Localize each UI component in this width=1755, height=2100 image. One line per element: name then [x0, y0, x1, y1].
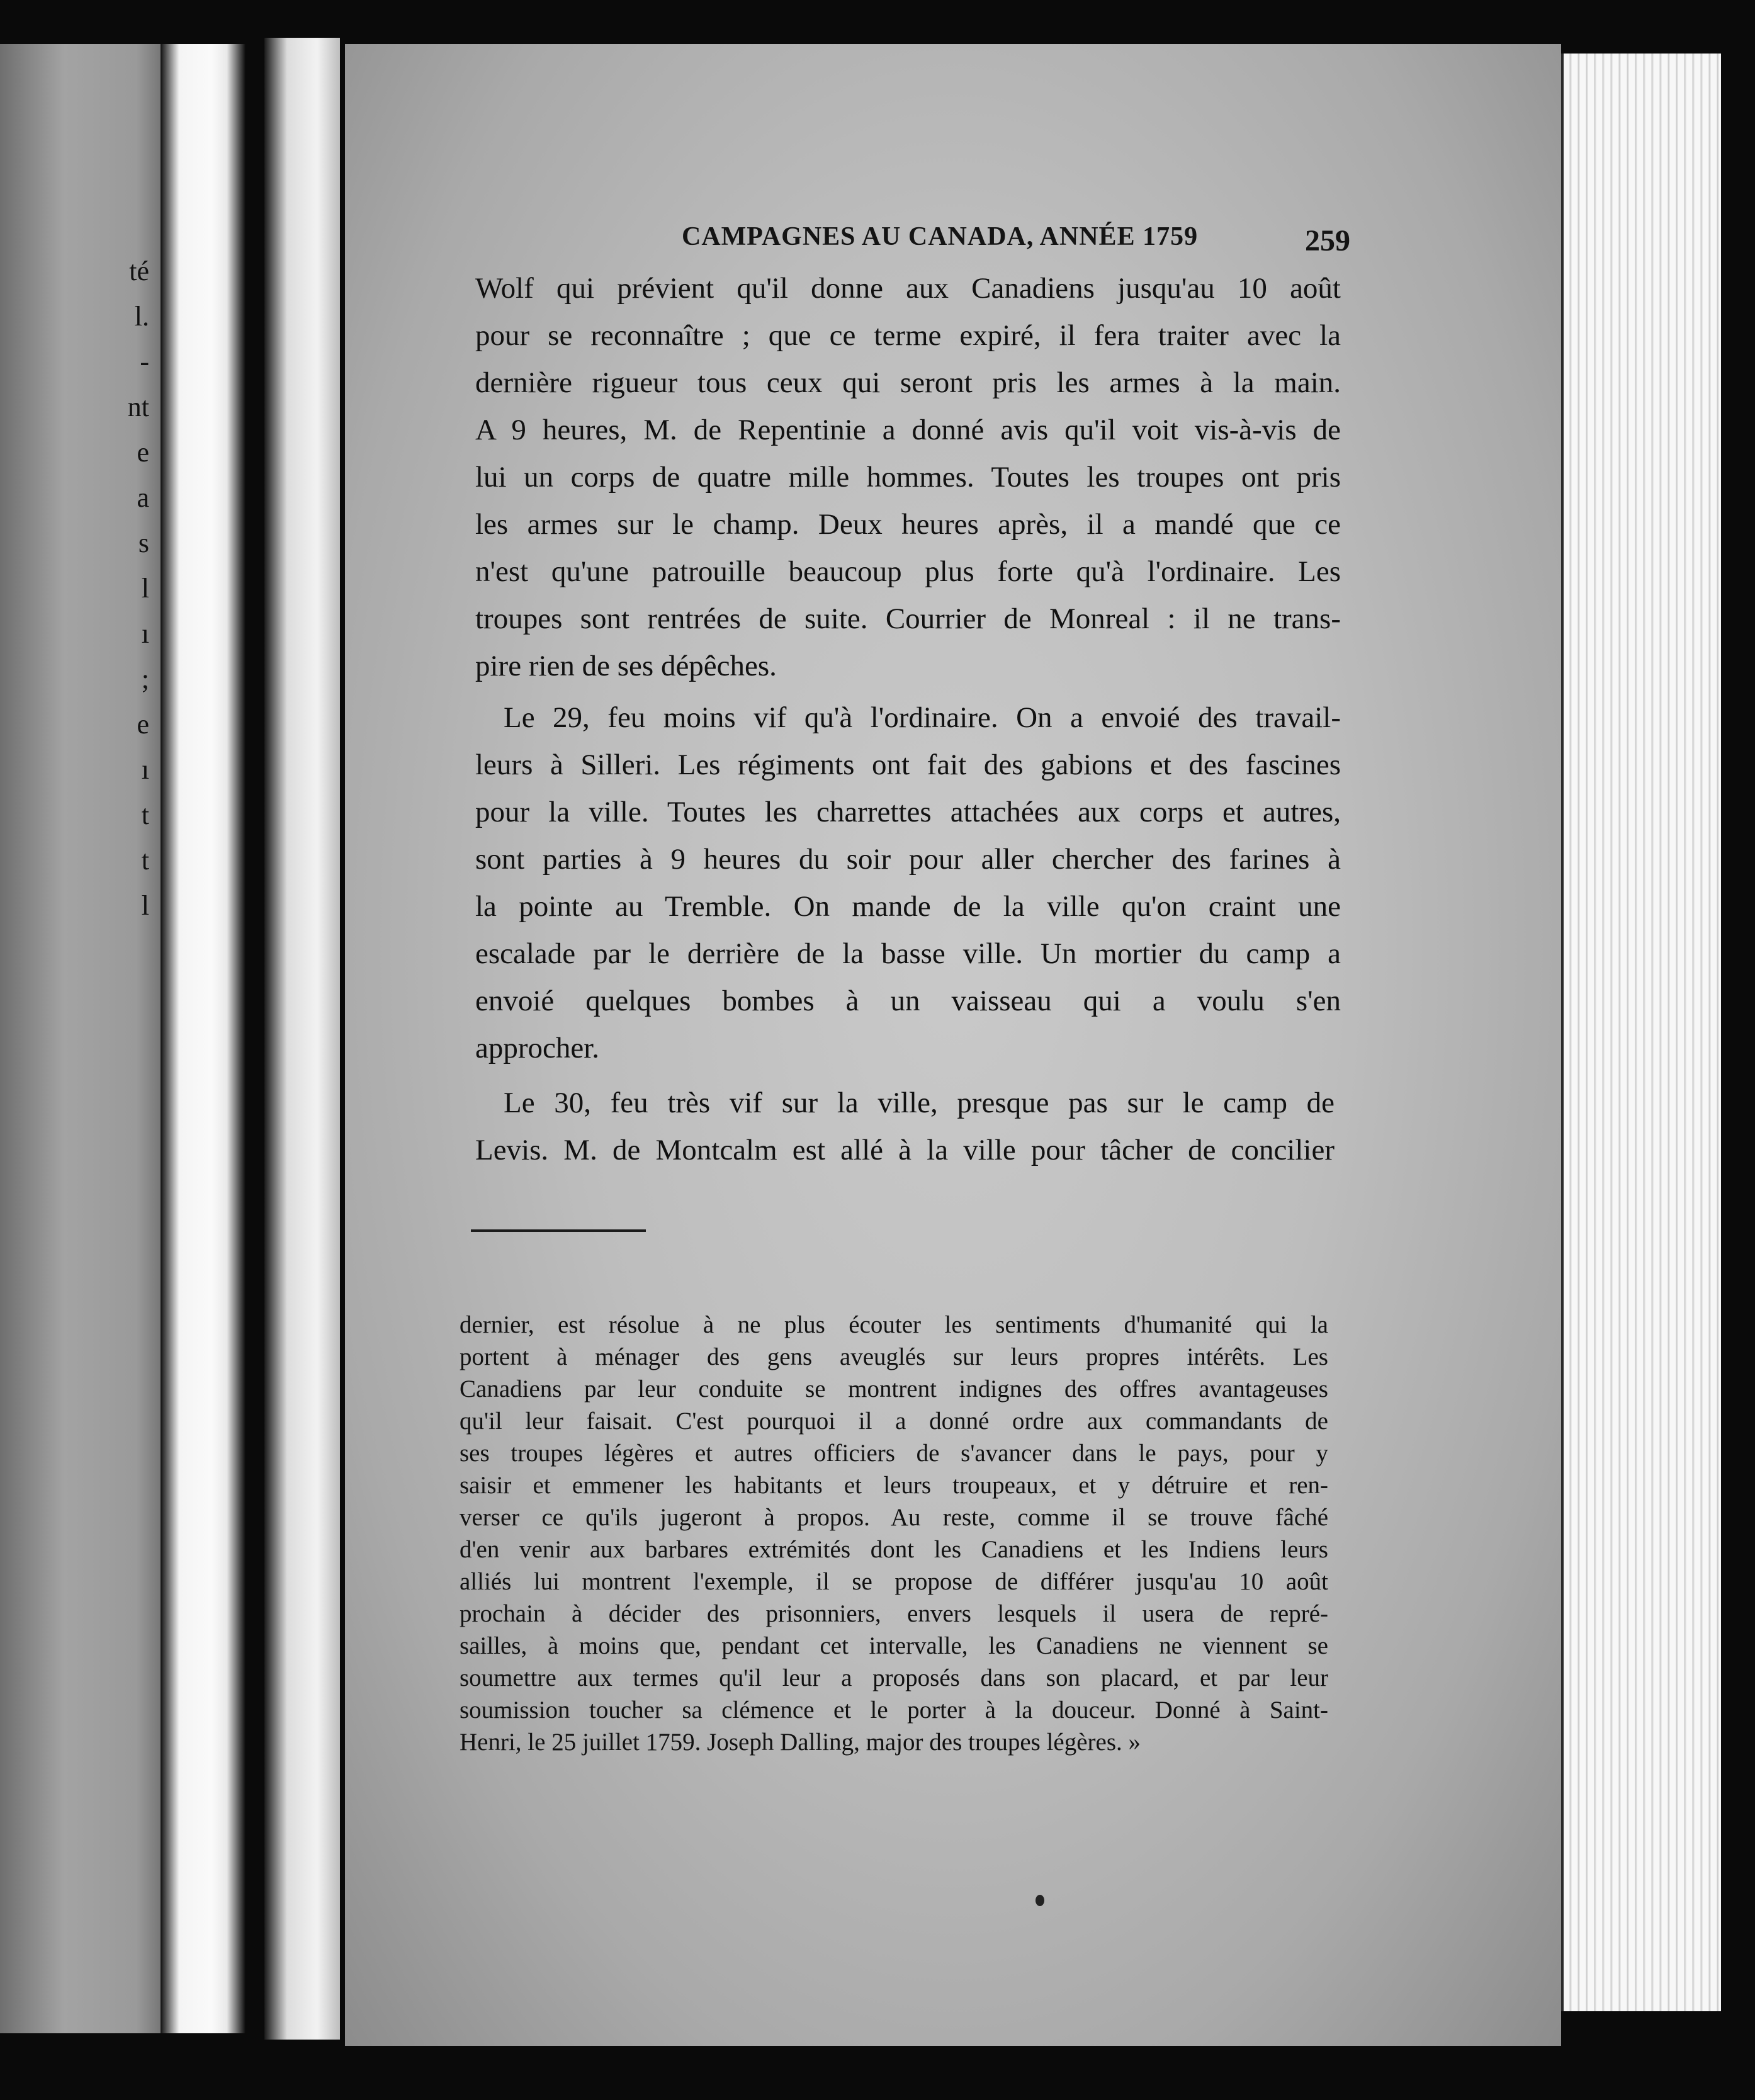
- body-line: approcher.: [475, 1032, 600, 1064]
- footnote-line: soumission toucher sa clémence et le porter à la douceur. Donné à Saint-: [460, 1696, 1328, 1724]
- fragment-line: e: [137, 437, 149, 468]
- body-line: lui un corps de quatre mille hommes. Toutes les troupes ont pris: [475, 461, 1341, 494]
- body-line: pour se reconnaître ; que ce terme expiré, il fera traiter avec la: [475, 319, 1341, 352]
- fragment-line: l: [141, 573, 149, 604]
- left-facing-page: [0, 44, 161, 2033]
- fragment-line: ı: [141, 618, 149, 649]
- footnote-line: qu'il leur faisait. C'est pourquoi il a donné ordre aux commandants de: [460, 1408, 1328, 1435]
- fragment-line: l.: [134, 301, 149, 332]
- body-line: leurs à Silleri. Les régiments ont fait des gabions et des fascines: [475, 748, 1341, 781]
- body-line: A 9 heures, M. de Repentinie a donné avis qu'il voit vis-à-vis de: [475, 414, 1341, 446]
- body-line: les armes sur le champ. Deux heures après, il a mandé que ce: [475, 508, 1341, 541]
- footnote-line: dernier, est résolue à ne plus écouter les sentiments d'humanité qui la: [460, 1311, 1328, 1338]
- footnote-line: alliés lui montrent l'exemple, il se propose de différer jusqu'au 10 août: [460, 1568, 1328, 1595]
- body-line: dernière rigueur tous ceux qui seront pris les armes à la main.: [475, 366, 1341, 399]
- fragment-line: l: [141, 890, 149, 921]
- footnote-line: sailles, à moins que, pendant cet intervalle, les Canadiens ne viennent se: [460, 1632, 1328, 1659]
- body-line: sont parties à 9 heures du soir pour aller chercher des farines à: [475, 843, 1341, 876]
- footnote-line: ses troupes légères et autres officiers de s'avancer dans le pays, pour y: [460, 1440, 1328, 1467]
- footnote-line: d'en venir aux barbares extrémités dont les Canadiens et les Indiens leurs: [460, 1536, 1328, 1563]
- body-line: Le 29, feu moins vif qu'à l'ordinaire. On a envoié des travail-: [504, 701, 1341, 734]
- ink-speck: [1036, 1895, 1044, 1906]
- fragment-line: ı: [141, 754, 149, 785]
- footnote-line: Canadiens par leur conduite se montrent indignes des offres avantageuses: [460, 1375, 1328, 1403]
- body-line: Wolf qui prévient qu'il donne aux Canadiens jusqu'au 10 août: [475, 272, 1341, 305]
- body-line: Le 30, feu très vif sur la ville, presque pas sur le camp de: [504, 1087, 1335, 1119]
- footnote-line: Henri, le 25 juillet 1759. Joseph Dalling, major des troupes légères. »: [460, 1729, 1141, 1756]
- fragment-line: t: [141, 799, 149, 830]
- book-gutter: [161, 44, 245, 2033]
- page-edges-stack: [1561, 54, 1721, 2011]
- body-line: Levis. M. de Montcalm est allé à la ville pour tâcher de concilier: [475, 1134, 1335, 1166]
- body-line: n'est qu'une patrouille beaucoup plus forte qu'à l'ordinaire. Les: [475, 555, 1341, 588]
- footnote-line: soumettre aux termes qu'il leur a proposés dans son placard, et par leur: [460, 1664, 1328, 1691]
- footnote-line: saisir et emmener les habitants et leurs troupeaux, et y détruire et ren-: [460, 1472, 1328, 1499]
- fragment-line: a: [137, 482, 149, 513]
- fragment-line: s: [138, 528, 149, 558]
- footnote-line: portent à ménager des gens aveuglés sur leurs propres intérêts. Les: [460, 1343, 1328, 1370]
- fragment-line: nt: [127, 392, 149, 422]
- fragment-line: ;: [141, 663, 149, 694]
- body-line: pire rien de ses dépêches.: [475, 650, 777, 682]
- body-line: troupes sont rentrées de suite. Courrier de Monreal : il ne trans-: [475, 602, 1341, 635]
- body-line: envoié quelques bombes à un vaisseau qui a voulu s'en: [475, 985, 1341, 1017]
- body-line: escalade par le derrière de la basse ville. Un mortier du camp a: [475, 937, 1341, 970]
- fragment-line: té: [129, 256, 149, 286]
- fragment-line: -: [140, 346, 149, 377]
- footnote-rule: [471, 1229, 646, 1232]
- footnote-line: prochain à décider des prisonniers, envers lesquels il usera de repré-: [460, 1600, 1328, 1627]
- page-number: 259: [1305, 224, 1350, 257]
- fragment-line: e: [137, 709, 149, 740]
- fragment-line: t: [141, 845, 149, 876]
- page-binding-edge: [264, 38, 340, 2040]
- footnote-line: verser ce qu'ils jugeront à propos. Au reste, comme il se trouve fâché: [460, 1504, 1328, 1531]
- left-page-text-fragments: [111, 249, 149, 929]
- running-head: CAMPAGNES AU CANADA, ANNÉE 1759: [682, 222, 1199, 251]
- body-line: pour la ville. Toutes les charrettes attachées aux corps et autres,: [475, 796, 1341, 828]
- body-line: la pointe au Tremble. On mande de la ville qu'on craint une: [475, 890, 1341, 923]
